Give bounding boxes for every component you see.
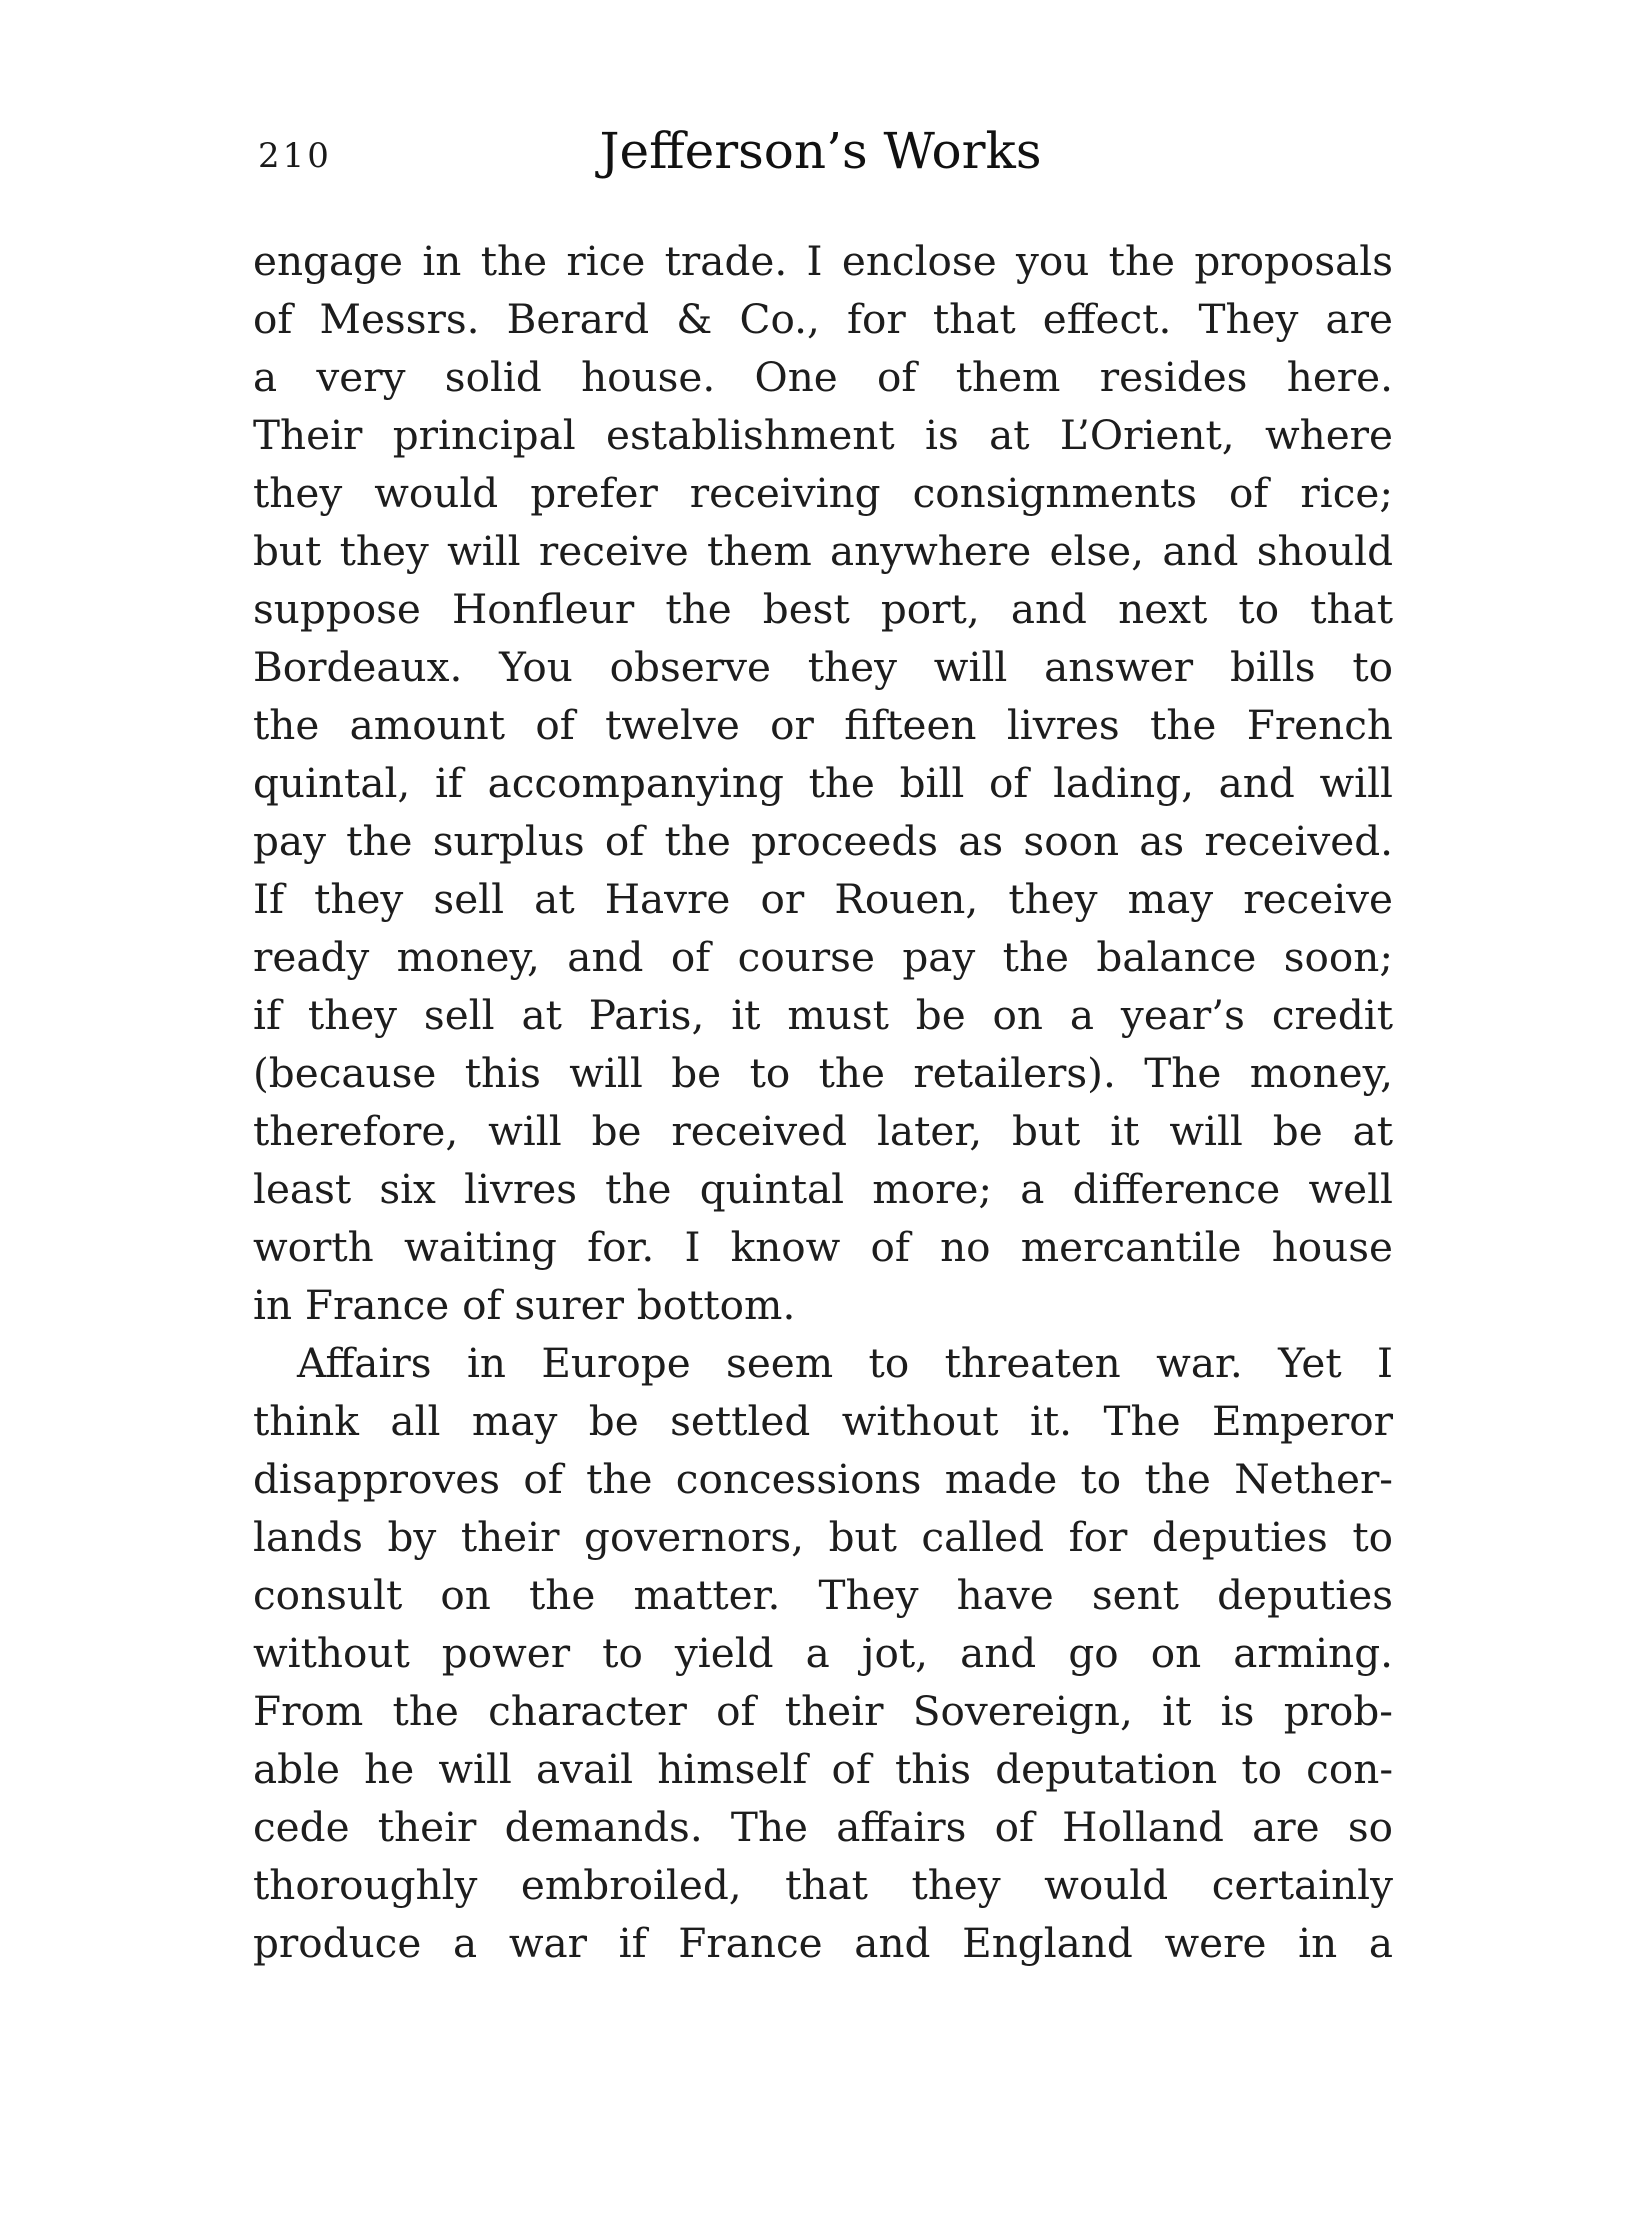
text-line: therefore, will be received later, but it will be at [253, 1107, 1393, 1155]
text-line: worth waiting for. I know of no mercantile house [253, 1223, 1393, 1271]
text-line: engage in the rice trade. I enclose you the proposals [253, 237, 1393, 285]
text-line: cede their demands. The affairs of Holland are so [253, 1803, 1393, 1851]
text-line: they would prefer receiving consignments of rice; [253, 469, 1393, 517]
text-line: consult on the matter. They have sent deputies [253, 1571, 1393, 1619]
page-number: 210 [258, 136, 332, 176]
text-line: produce a war if France and England were in a [253, 1919, 1393, 1967]
text-line: quintal, if accompanying the bill of lading, and will [253, 759, 1393, 807]
text-line: but they will receive them anywhere else, and should [253, 527, 1393, 575]
text-line: of Messrs. Berard & Co., for that effect. They are [253, 295, 1393, 343]
text-line: ready money, and of course pay the balance soon; [253, 933, 1393, 981]
text-line: think all may be settled without it. The Emperor [253, 1397, 1393, 1445]
text-line: a very solid house. One of them resides here. [253, 353, 1393, 401]
paragraph [253, 1334, 1393, 1972]
text-line: pay the surplus of the proceeds as soon as received. [253, 817, 1393, 865]
text-line: Bordeaux. You observe they will answer bills to [253, 643, 1393, 691]
text-line: thoroughly embroiled, that they would certainly [253, 1861, 1393, 1909]
text-line: able he will avail himself of this deputation to con- [253, 1745, 1393, 1793]
text-line: Affairs in Europe seem to threaten war. Yet I [297, 1339, 1393, 1387]
text-line: if they sell at Paris, it must be on a year’s credit [253, 991, 1393, 1039]
text-line: least six livres the quintal more; a difference well [253, 1165, 1393, 1213]
body-text [253, 232, 1393, 1972]
text-line: in France of surer bottom. [253, 1281, 796, 1329]
text-line: the amount of twelve or fifteen livres the French [253, 701, 1393, 749]
text-line: Their principal establishment is at L’Orient, where [253, 411, 1393, 459]
text-line: disapproves of the concessions made to the Nether- [253, 1455, 1393, 1503]
text-line: (because this will be to the retailers). The money, [253, 1049, 1393, 1097]
text-line: suppose Honfleur the best port, and next to that [253, 585, 1393, 633]
text-line: lands by their governors, but called for deputies to [253, 1513, 1393, 1561]
text-line: From the character of their Sovereign, it is prob- [253, 1687, 1393, 1735]
text-line: If they sell at Havre or Rouen, they may receive [253, 875, 1393, 923]
text-line: without power to yield a jot, and go on arming. [253, 1629, 1393, 1677]
paragraph [253, 232, 1393, 1334]
running-title: Jefferson’s Works [599, 122, 1042, 180]
